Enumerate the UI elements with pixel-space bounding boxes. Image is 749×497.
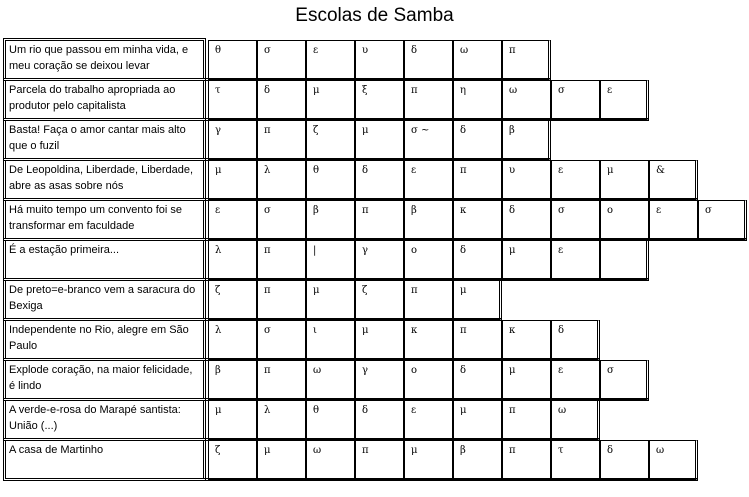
answer-cell: δ — [600, 440, 649, 480]
answer-cell: ο — [600, 200, 649, 240]
answer-cell: π — [502, 400, 551, 440]
answer-cell: ε — [551, 240, 600, 280]
answer-cell: π — [453, 160, 502, 200]
answer-cell: κ — [404, 320, 453, 360]
answer-cell: δ — [453, 240, 502, 280]
answer-cell: μ — [453, 280, 502, 320]
answer-cell: σ ~ — [404, 120, 453, 160]
answer-cell: π — [355, 440, 404, 480]
page-title: Escolas de Samba — [295, 5, 454, 26]
answer-cell: ο — [404, 240, 453, 280]
answer-cell: μ — [257, 440, 306, 480]
answer-cell: π — [257, 280, 306, 320]
answer-cell: ζ — [355, 280, 404, 320]
answer-cell: γ — [208, 120, 257, 160]
clue-text: A casa de Martinho — [5, 440, 204, 479]
answer-cell: δ — [551, 320, 600, 360]
answer-cell: μ — [502, 360, 551, 400]
clue-text: Basta! Faça o amor cantar mais alto que o fuzil — [5, 120, 204, 159]
answer-cell: δ — [257, 80, 306, 120]
answer-cell: β — [502, 120, 551, 160]
answer-cell: ζ — [208, 440, 257, 480]
answer-cell: ο — [404, 360, 453, 400]
puzzle-row — [5, 360, 649, 400]
answer-cell: γ — [355, 360, 404, 400]
answer-cell: μ — [355, 320, 404, 360]
answer-cell: σ — [257, 40, 306, 80]
answer-cell: μ — [208, 160, 257, 200]
answer-cell: ε — [404, 400, 453, 440]
answer-cell: δ — [355, 400, 404, 440]
answer-cell: ω — [306, 360, 355, 400]
answer-cell: ε — [306, 40, 355, 80]
answer-cell: σ — [698, 200, 747, 240]
clue-text: Um rio que passou em minha vida, e meu coração se deixou levar — [5, 40, 204, 79]
answer-cell: π — [502, 440, 551, 480]
row-border — [5, 478, 698, 481]
answer-cell: ε — [649, 200, 698, 240]
answer-cell — [600, 240, 649, 280]
answer-cell: δ — [355, 160, 404, 200]
puzzle-row — [5, 400, 600, 440]
answer-cell: μ — [600, 160, 649, 200]
answer-cell: π — [453, 320, 502, 360]
answer-cell: κ — [502, 320, 551, 360]
answer-cell: π — [404, 280, 453, 320]
answer-cell: ε — [551, 160, 600, 200]
answer-cell: σ — [551, 80, 600, 120]
answer-cell: τ — [208, 80, 257, 120]
clue-text: É a estação primeira... — [5, 240, 204, 279]
answer-cell: δ — [453, 120, 502, 160]
answer-cell: ε — [208, 200, 257, 240]
answer-cell: π — [257, 120, 306, 160]
answer-cell: | — [306, 240, 355, 280]
answer-cell: ω — [306, 440, 355, 480]
answer-cell: θ — [306, 400, 355, 440]
puzzle-row — [5, 200, 747, 240]
puzzle-row — [5, 320, 600, 360]
answer-cell: κ — [453, 200, 502, 240]
answer-cell: μ — [208, 400, 257, 440]
puzzle-row — [5, 280, 502, 320]
puzzle-row — [5, 160, 698, 200]
answer-cell: ζ — [306, 120, 355, 160]
answer-cell: λ — [208, 320, 257, 360]
answer-cell: ε — [404, 160, 453, 200]
answer-cell: ω — [502, 80, 551, 120]
clue-text: A verde-e-rosa do Marapé santista: União (...) — [5, 400, 204, 439]
answer-cell: & — [649, 160, 698, 200]
answer-cell: π — [257, 240, 306, 280]
puzzle-row — [5, 440, 698, 480]
answer-cell: β — [404, 200, 453, 240]
answer-cell: β — [208, 360, 257, 400]
answer-cell: θ — [306, 160, 355, 200]
answer-cell: λ — [257, 400, 306, 440]
answer-cell: β — [453, 440, 502, 480]
answer-cell: π — [404, 80, 453, 120]
answer-cell: σ — [257, 200, 306, 240]
clue-text: Explode coração, na maior felicidade, é lindo — [5, 360, 204, 399]
answer-cell: μ — [306, 280, 355, 320]
answer-cell: η — [453, 80, 502, 120]
clue-text: De preto=e-branco vem a saracura do Bexiga — [5, 280, 204, 319]
answer-cell: ω — [453, 40, 502, 80]
answer-cell: τ — [551, 440, 600, 480]
answer-cell: π — [355, 200, 404, 240]
answer-cell: σ — [257, 320, 306, 360]
puzzle-row — [5, 40, 551, 80]
clue-text: De Leopoldina, Liberdade, Liberdade, abre as asas sobre nós — [5, 160, 204, 199]
answer-cell: β — [306, 200, 355, 240]
clue-text: Parcela do trabalho apropriada ao produtor pelo capitalista — [5, 80, 204, 119]
puzzle-row — [5, 120, 551, 160]
answer-cell: υ — [502, 160, 551, 200]
answer-cell: μ — [355, 120, 404, 160]
answer-cell: δ — [502, 200, 551, 240]
answer-cell: δ — [404, 40, 453, 80]
answer-cell: μ — [453, 400, 502, 440]
answer-cell: π — [257, 360, 306, 400]
puzzle-row — [5, 80, 649, 120]
answer-cell: λ — [208, 240, 257, 280]
answer-cell: μ — [502, 240, 551, 280]
answer-cell: σ — [600, 360, 649, 400]
answer-cell: λ — [257, 160, 306, 200]
answer-cell: ω — [551, 400, 600, 440]
answer-cell: ι — [306, 320, 355, 360]
clue-text: Independente no Rio, alegre em São Paulo — [5, 320, 204, 359]
puzzle-row — [5, 240, 649, 280]
answer-cell: θ — [208, 40, 257, 80]
answer-cell: μ — [306, 80, 355, 120]
answer-cell: ε — [600, 80, 649, 120]
answer-cell: ζ — [208, 280, 257, 320]
answer-cell: δ — [453, 360, 502, 400]
answer-cell: μ — [404, 440, 453, 480]
answer-cell: ξ — [355, 80, 404, 120]
answer-cell: υ — [355, 40, 404, 80]
clue-text: Há muito tempo um convento foi se transformar em faculdade — [5, 200, 204, 239]
answer-cell: γ — [355, 240, 404, 280]
answer-cell: π — [502, 40, 551, 80]
answer-cell: ε — [551, 360, 600, 400]
answer-cell: σ — [551, 200, 600, 240]
answer-cell: ω — [649, 440, 698, 480]
